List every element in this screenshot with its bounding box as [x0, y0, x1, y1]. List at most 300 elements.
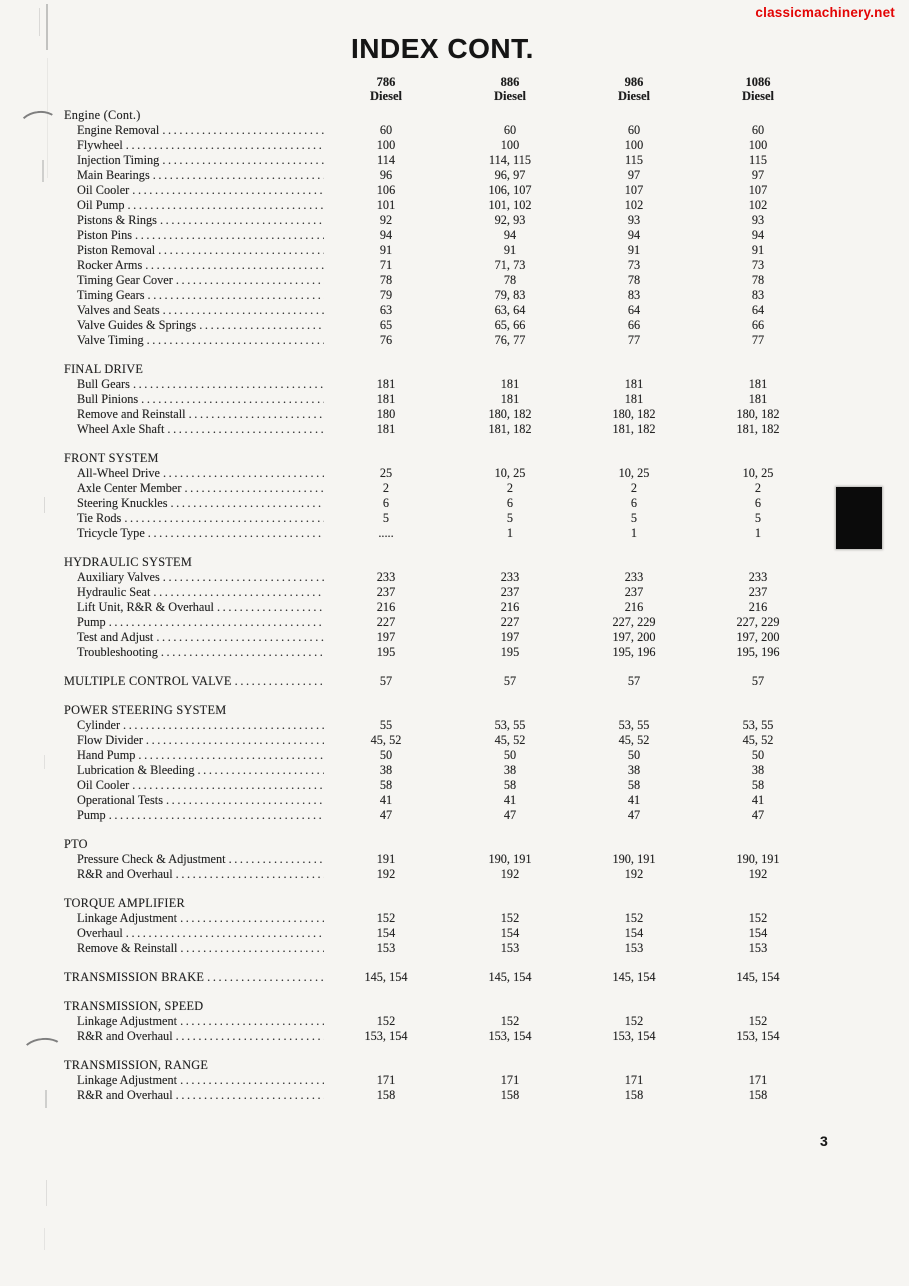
row-label-wrap [64, 392, 324, 407]
table-row [64, 168, 820, 183]
section-row [64, 970, 820, 985]
dot-leader [207, 970, 324, 985]
page-ref: 192 [500, 867, 520, 881]
dot-leader [180, 1014, 324, 1029]
page-ref: 181 [376, 422, 396, 436]
row-label: Pistons & Rings [77, 213, 157, 227]
page-ref: 60 [503, 123, 517, 137]
page-ref: 152 [748, 911, 768, 925]
table-row [64, 258, 820, 273]
page-ref: 237 [376, 585, 396, 599]
index-section [64, 1058, 820, 1103]
table-row [64, 615, 820, 630]
dot-leader [128, 198, 325, 213]
dot-leader [161, 645, 324, 660]
page-ref: 94 [751, 228, 765, 242]
page-ref: 78 [751, 273, 765, 287]
section-heading: PTO [64, 837, 88, 851]
scan-artifact [46, 1180, 47, 1206]
row-label: Axle Center Member [77, 481, 182, 495]
row-label-wrap [64, 926, 324, 941]
page-ref: 158 [376, 1088, 396, 1102]
row-label-wrap [64, 213, 324, 228]
section-heading: MULTIPLE CONTROL VALVE [64, 674, 232, 688]
scan-artifact [42, 160, 44, 182]
row-label-wrap [64, 481, 324, 496]
page-ref: 158 [748, 1088, 768, 1102]
thumb-index-tab [836, 487, 882, 549]
index-section [64, 970, 820, 985]
page-ref: 45, 52 [618, 733, 650, 747]
page-ref: 76 [379, 333, 393, 347]
dot-leader [176, 867, 324, 882]
page-ref: 1 [630, 526, 638, 540]
dot-leader [171, 496, 325, 511]
column-model: 786 [376, 75, 396, 89]
dot-leader [189, 407, 324, 422]
page-ref: 152 [748, 1014, 768, 1028]
page-ref: 153, 154 [488, 1029, 532, 1043]
page-ref: 101, 102 [488, 198, 532, 212]
section-heading: TORQUE AMPLIFIER [64, 896, 185, 910]
index-section [64, 999, 820, 1044]
page-ref: 180, 182 [736, 407, 780, 421]
dot-leader [167, 422, 324, 437]
row-label-wrap [64, 778, 324, 793]
dot-leader [235, 674, 324, 689]
page-ref: 91 [627, 243, 641, 257]
row-label: Cylinder [77, 718, 121, 732]
table-row [64, 153, 820, 168]
column-fuel: Diesel [742, 88, 774, 103]
table-row [64, 763, 820, 778]
page-ref: 25 [379, 466, 393, 480]
index-section [64, 362, 820, 437]
table-row [64, 600, 820, 615]
page-ref: 227, 229 [612, 615, 656, 629]
page-ref: 192 [748, 867, 768, 881]
table-row [64, 808, 820, 823]
row-label: All-Wheel Drive [77, 466, 160, 480]
dot-leader [176, 273, 324, 288]
page-ref: 78 [503, 273, 517, 287]
page-ref: 91 [379, 243, 393, 257]
column-header [696, 76, 820, 103]
table-row [64, 926, 820, 941]
page-ref: 100 [500, 138, 520, 152]
table-row [64, 422, 820, 437]
column-model: 886 [500, 75, 520, 89]
dot-leader [109, 615, 324, 630]
page-ref: 94 [627, 228, 641, 242]
row-label-wrap [64, 511, 324, 526]
section-heading: TRANSMISSION BRAKE [64, 970, 205, 984]
page-ref: 153, 154 [736, 1029, 780, 1043]
row-label-wrap [64, 288, 324, 303]
page-ref: 115 [625, 153, 643, 167]
row-label: Linkage Adjustment [77, 911, 178, 925]
page-ref: 97 [627, 168, 641, 182]
row-label: Timing Gear Cover [77, 273, 173, 287]
page-ref: 63, 64 [494, 303, 526, 317]
page-ref: 57 [379, 674, 393, 688]
page-ref: ..... [378, 526, 394, 540]
page-ref: 153 [376, 941, 396, 955]
page-ref: 197 [500, 630, 520, 644]
table-row [64, 1088, 820, 1103]
page-ref: 97 [751, 168, 765, 182]
dot-leader [153, 585, 324, 600]
page-ref: 41 [503, 793, 517, 807]
section-heading: TRANSMISSION, SPEED [64, 999, 204, 1013]
page-ref: 180 [376, 407, 396, 421]
table-row [64, 1029, 820, 1044]
column-fuel: Diesel [618, 88, 650, 103]
row-label: Valve Timing [77, 333, 144, 347]
table-row [64, 867, 820, 882]
page-ref: 158 [500, 1088, 520, 1102]
page-ref: 181, 182 [612, 422, 656, 436]
page-ref: 79, 83 [494, 288, 526, 302]
table-row [64, 183, 820, 198]
page-ref: 50 [503, 748, 517, 762]
row-label: R&R and Overhaul [77, 1029, 173, 1043]
dot-leader [135, 228, 324, 243]
page-ref: 197, 200 [736, 630, 780, 644]
page-ref: 154 [500, 926, 520, 940]
page-ref: 38 [627, 763, 641, 777]
page-title: INDEX CONT. [351, 33, 534, 64]
row-label-wrap [64, 585, 324, 600]
page-ref: 55 [379, 718, 393, 732]
page-ref: 91 [751, 243, 765, 257]
table-row [64, 941, 820, 956]
page-ref: 154 [376, 926, 396, 940]
page-ref: 38 [503, 763, 517, 777]
row-label-wrap [64, 1014, 324, 1029]
dot-leader [166, 793, 324, 808]
row-label-wrap [64, 258, 324, 273]
row-label-wrap [64, 852, 324, 867]
index-section [64, 108, 820, 348]
page-ref: 181 [376, 377, 396, 391]
page-ref: 181, 182 [488, 422, 532, 436]
section-heading: HYDRAULIC SYSTEM [64, 555, 193, 569]
page-ref: 6 [754, 496, 762, 510]
page-ref: 50 [751, 748, 765, 762]
column-model: 1086 [745, 75, 771, 89]
page-ref: 41 [379, 793, 393, 807]
dot-leader [163, 303, 324, 318]
page-ref: 65, 66 [494, 318, 526, 332]
row-label-wrap [64, 808, 324, 823]
page-ref: 58 [379, 778, 393, 792]
watermark-text: classicmachinery.net [755, 5, 895, 20]
scan-artifact [17, 109, 60, 142]
page-ref: 195 [376, 645, 396, 659]
page-ref: 94 [503, 228, 517, 242]
row-label: Lift Unit, R&R & Overhaul [77, 600, 214, 614]
index-section [64, 837, 820, 882]
row-label-wrap [64, 911, 324, 926]
table-row [64, 733, 820, 748]
page-ref: 73 [627, 258, 641, 272]
row-label-wrap [64, 748, 324, 763]
page-ref: 6 [382, 496, 390, 510]
row-label-wrap [64, 496, 324, 511]
page-ref: 195 [500, 645, 520, 659]
dot-leader [176, 1088, 324, 1103]
row-label: Rocker Arms [77, 258, 143, 272]
page-ref: 92, 93 [494, 213, 526, 227]
index-section [64, 451, 820, 541]
dot-leader [109, 808, 324, 823]
page-ref: 152 [624, 1014, 644, 1028]
row-label-wrap [64, 645, 324, 660]
table-row [64, 228, 820, 243]
scan-artifact [21, 1036, 65, 1066]
row-label: Linkage Adjustment [77, 1014, 178, 1028]
page-ref: 152 [376, 911, 396, 925]
page-ref: 153 [624, 941, 644, 955]
row-label-wrap [64, 570, 324, 585]
column-header [572, 76, 696, 103]
page-ref: 64 [751, 303, 765, 317]
dot-leader [162, 153, 324, 168]
page-ref: 73 [751, 258, 765, 272]
page-ref: 93 [751, 213, 765, 227]
row-label-wrap [64, 630, 324, 645]
row-label-wrap [64, 1088, 324, 1103]
dot-leader [156, 630, 324, 645]
row-label: Lubrication & Bleeding [77, 763, 195, 777]
page-ref: 181 [748, 377, 768, 391]
row-label-wrap [64, 763, 324, 778]
page-ref: 145, 154 [736, 970, 780, 984]
table-row [64, 630, 820, 645]
page-ref: 153, 154 [612, 1029, 656, 1043]
page-ref: 106, 107 [488, 183, 532, 197]
scan-artifact [47, 58, 48, 178]
table-row [64, 273, 820, 288]
page-ref: 152 [624, 911, 644, 925]
page-ref: 6 [506, 496, 514, 510]
page-ref: 45, 52 [494, 733, 526, 747]
page-ref: 181, 182 [736, 422, 780, 436]
row-label-wrap [64, 333, 324, 348]
page-ref: 45, 52 [742, 733, 774, 747]
page-ref: 57 [627, 674, 641, 688]
row-label: R&R and Overhaul [77, 1088, 173, 1102]
table-row [64, 748, 820, 763]
page-ref: 191 [376, 852, 396, 866]
table-row [64, 318, 820, 333]
dot-leader [141, 392, 324, 407]
page-ref: 216 [500, 600, 520, 614]
page-ref: 5 [630, 511, 638, 525]
row-label: Pump [77, 808, 106, 822]
dot-leader [148, 288, 324, 303]
row-label-wrap [64, 153, 324, 168]
section-heading: Engine (Cont.) [64, 108, 141, 122]
row-label-wrap [64, 198, 324, 213]
row-label: Injection Timing [77, 153, 160, 167]
page-ref: 65 [379, 318, 393, 332]
page-ref: 38 [751, 763, 765, 777]
page-ref: 152 [500, 1014, 520, 1028]
table-row [64, 481, 820, 496]
page-ref: 100 [748, 138, 768, 152]
page-ref: 102 [624, 198, 644, 212]
page-ref: 66 [751, 318, 765, 332]
row-label-wrap [64, 303, 324, 318]
page-ref: 71 [379, 258, 393, 272]
dot-leader [138, 748, 324, 763]
page-ref: 152 [500, 911, 520, 925]
page-ref: 181 [624, 392, 644, 406]
page-ref: 83 [627, 288, 641, 302]
page-ref: 237 [748, 585, 768, 599]
row-label-wrap [64, 600, 324, 615]
page-ref: 145, 154 [488, 970, 532, 984]
row-label-wrap [64, 733, 324, 748]
column-fuel: Diesel [494, 88, 526, 103]
page-ref: 114 [377, 153, 395, 167]
table-row [64, 466, 820, 481]
dot-leader [126, 926, 324, 941]
row-label: Test and Adjust [77, 630, 154, 644]
page-ref: 57 [751, 674, 765, 688]
index-table [64, 108, 820, 1103]
table-row [64, 570, 820, 585]
page-ref: 57 [503, 674, 517, 688]
row-label-wrap [64, 466, 324, 481]
page-ref: 190, 191 [488, 852, 532, 866]
row-label: Operational Tests [77, 793, 163, 807]
dot-leader [147, 333, 324, 348]
table-row [64, 511, 820, 526]
row-label-wrap [64, 422, 324, 437]
dot-leader [133, 377, 324, 392]
page-ref: 47 [379, 808, 393, 822]
dot-leader [162, 123, 324, 138]
row-label: R&R and Overhaul [77, 867, 173, 881]
section-heading: POWER STEERING SYSTEM [64, 703, 227, 717]
page-ref: 77 [751, 333, 765, 347]
row-label-wrap [64, 867, 324, 882]
row-label-wrap [64, 1073, 324, 1088]
page-ref: 107 [624, 183, 644, 197]
page-ref: 47 [627, 808, 641, 822]
dot-leader [124, 511, 324, 526]
row-label-wrap [64, 123, 324, 138]
row-label: Bull Gears [77, 377, 130, 391]
page-ref: 171 [500, 1073, 520, 1087]
page-ref: 50 [379, 748, 393, 762]
dot-leader [199, 318, 324, 333]
page-ref: 106 [376, 183, 396, 197]
row-label: Timing Gears [77, 288, 145, 302]
table-row [64, 333, 820, 348]
section-heading: FINAL DRIVE [64, 362, 144, 376]
row-label: Hand Pump [77, 748, 136, 762]
page-ref: 58 [627, 778, 641, 792]
dot-leader [163, 466, 324, 481]
scan-artifact [44, 1228, 45, 1250]
page-ref: 237 [500, 585, 520, 599]
page-ref: 190, 191 [736, 852, 780, 866]
row-label: Main Bearings [77, 168, 150, 182]
row-label-wrap [64, 1029, 324, 1044]
row-label-wrap [64, 183, 324, 198]
page-ref: 171 [748, 1073, 768, 1087]
table-row [64, 213, 820, 228]
scan-artifact [45, 1090, 47, 1108]
row-label-wrap [64, 243, 324, 258]
row-label: Pressure Check & Adjustment [77, 852, 226, 866]
page-ref: 197, 200 [612, 630, 656, 644]
dot-leader [180, 1073, 324, 1088]
table-row [64, 407, 820, 422]
row-label: Flywheel [77, 138, 123, 152]
page-ref: 50 [627, 748, 641, 762]
dot-leader [146, 733, 324, 748]
row-label: Overhaul [77, 926, 123, 940]
page-ref: 192 [376, 867, 396, 881]
page-ref: 216 [376, 600, 396, 614]
page-ref: 53, 55 [618, 718, 650, 732]
page-ref: 60 [627, 123, 641, 137]
page-ref: 6 [630, 496, 638, 510]
table-row [64, 138, 820, 153]
page-ref: 1 [754, 526, 762, 540]
page-ref: 158 [624, 1088, 644, 1102]
table-row [64, 243, 820, 258]
page-ref: 77 [627, 333, 641, 347]
page-ref: 154 [624, 926, 644, 940]
row-label: Remove and Reinstall [77, 407, 186, 421]
page-ref: 58 [751, 778, 765, 792]
row-label: Wheel Axle Shaft [77, 422, 165, 436]
dot-leader [148, 526, 324, 541]
page-ref: 2 [630, 481, 638, 495]
page-ref: 78 [627, 273, 641, 287]
page-ref: 92 [379, 213, 393, 227]
page-ref: 63 [379, 303, 393, 317]
row-label-wrap [64, 138, 324, 153]
dot-leader [217, 600, 324, 615]
page-ref: 10, 25 [494, 466, 526, 480]
table-row [64, 496, 820, 511]
table-row [64, 585, 820, 600]
page-ref: 91 [503, 243, 517, 257]
page-ref: 181 [500, 392, 520, 406]
page-ref: 10, 25 [618, 466, 650, 480]
page-ref: 60 [751, 123, 765, 137]
table-row [64, 303, 820, 318]
page-ref: 114, 115 [488, 153, 532, 167]
row-label-wrap [64, 718, 324, 733]
page-ref: 153 [500, 941, 520, 955]
page-ref: 79 [379, 288, 393, 302]
page-ref: 53, 55 [742, 718, 774, 732]
page-ref: 2 [382, 481, 390, 495]
dot-leader [180, 911, 324, 926]
index-section [64, 896, 820, 956]
table-row [64, 1014, 820, 1029]
page-ref: 100 [376, 138, 396, 152]
table-row [64, 911, 820, 926]
